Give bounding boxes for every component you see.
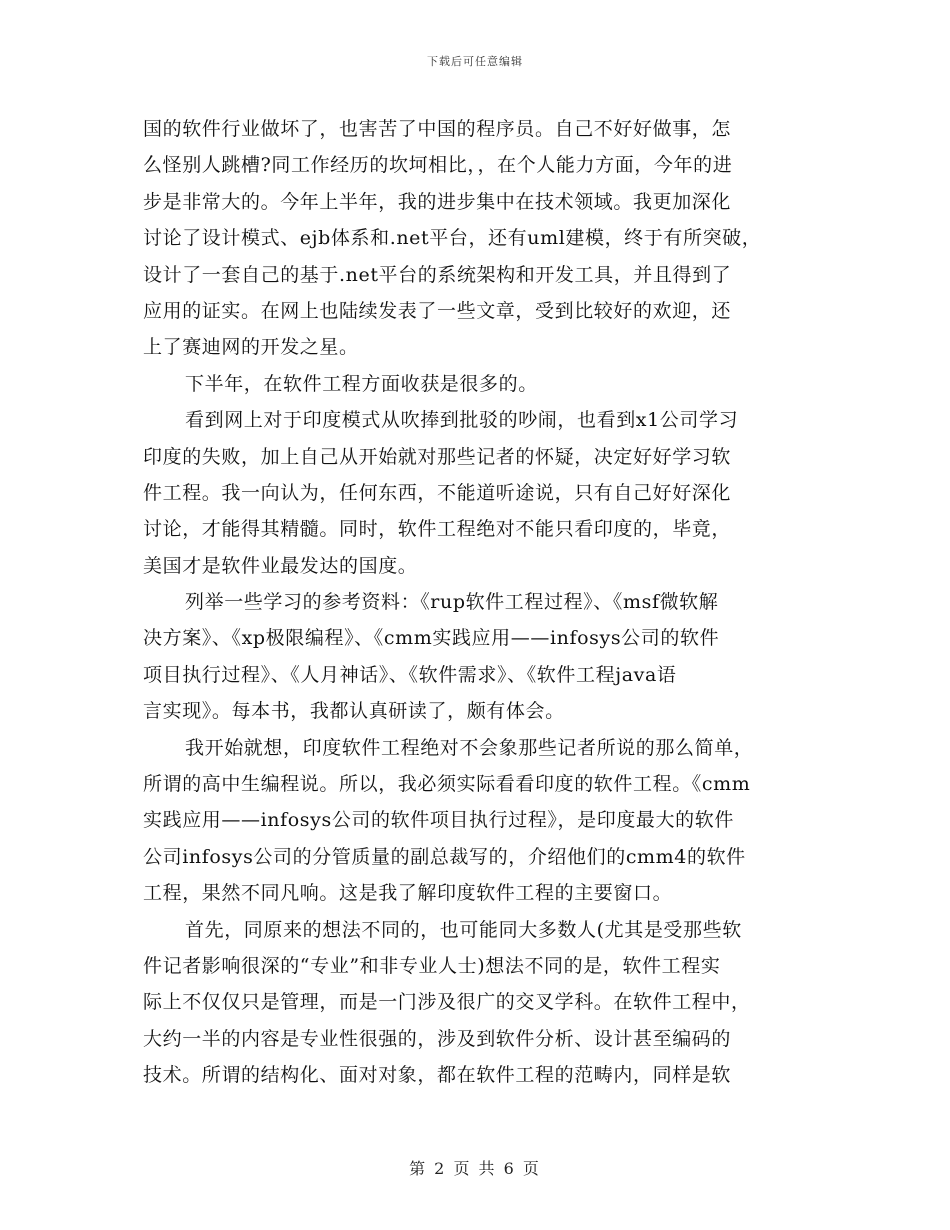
document-body bbox=[143, 111, 823, 1094]
text-line: 国的软件行业做坏了，也害苦了中国的程序员。自己不好好做事，怎 bbox=[143, 118, 732, 140]
paragraph-start-line: 首先，同原来的想法不同的，也可能同大多数人(尤其是受那些软 bbox=[185, 918, 742, 941]
text-line: 件工程。我一向认为，任何东西，不能道听途说，只有自己好好深化 bbox=[143, 481, 732, 504]
text-line: 讨论了设计模式、ejb体系和.net平台，还有uml建模，终于有所突破， bbox=[143, 227, 762, 250]
text-line: 件记者影响很深的“专业”和非专业人士)想法不同的是，软件工程实 bbox=[143, 954, 721, 977]
page-number: 第 2 页 共 6 页 bbox=[409, 1159, 541, 1178]
text-line: 应用的证实。在网上也陆续发表了一些文章，受到比较好的欢迎，还 bbox=[143, 299, 732, 322]
text-line: 决方案》、《xp极限编程》、《cmm实践应用——infosys公司的软件 bbox=[143, 627, 720, 650]
text-line: 上了赛迪网的开发之星。 bbox=[143, 336, 359, 359]
text-line: 技术。所谓的结构化、面对对象，都在软件工程的范畴内，同样是软 bbox=[143, 1064, 732, 1087]
text-line: 际上不仅仅只是管理，而是一门涉及很广的交叉学科。在软件工程中， bbox=[143, 991, 751, 1014]
text-line: 言实现》。每本书，我都认真研读了，颇有体会。 bbox=[143, 700, 565, 723]
text-line: 公司infosys公司的分管质量的副总裁写的，介绍他们的cmm4的软件 bbox=[143, 845, 746, 868]
text-line: 美国才是软件业最发达的国度。 bbox=[143, 554, 418, 577]
text-line: 设计了一套自己的基于.net平台的系统架构和开发工具，并且得到了 bbox=[143, 263, 732, 286]
text-line: 么怪别人跳槽?同工作经历的坎坷相比，，在个人能力方面，今年的进 bbox=[143, 154, 733, 177]
paragraph-start-line: 列举一些学习的参考资料：《rup软件工程过程》、《msf微软解 bbox=[185, 591, 719, 614]
text-line: 步是非常大的。今年上半年，我的进步集中在技术领域。我更加深化 bbox=[143, 190, 732, 213]
paragraph-start-line: 我开始就想，印度软件工程绝对不会象那些记者所说的那么简单， bbox=[185, 736, 754, 759]
text-line: 实践应用——infosys公司的软件项目执行过程》，是印度最大的软件 bbox=[143, 809, 734, 832]
text-line: 所谓的高中生编程说。所以，我必须实际看看印度的软件工程。《cmm bbox=[143, 773, 751, 796]
paragraph-start-line: 看到网上对于印度模式从吹捧到批驳的吵闹，也看到x1公司学习 bbox=[185, 409, 739, 432]
text-line: 项目执行过程》、《人月神话》、《软件需求》、《软件工程java语 bbox=[143, 663, 677, 686]
text-line: 工程，果然不同凡响。这是我了解印度软件工程的主要窗口。 bbox=[143, 882, 673, 905]
text-line: 大约一半的内容是专业性很强的，涉及到软件分析、设计甚至编码的 bbox=[143, 1027, 732, 1050]
page-header: 下载后可任意编辑 bbox=[427, 55, 523, 68]
paragraph-start-line: 下半年，在软件工程方面收获是很多的。 bbox=[185, 372, 538, 395]
text-line: 讨论，才能得其精髓。同时，软件工程绝对不能只看印度的，毕竟， bbox=[143, 518, 732, 541]
text-line: 印度的失败，加上自己从开始就对那些记者的怀疑，决定好好学习软 bbox=[143, 445, 732, 468]
